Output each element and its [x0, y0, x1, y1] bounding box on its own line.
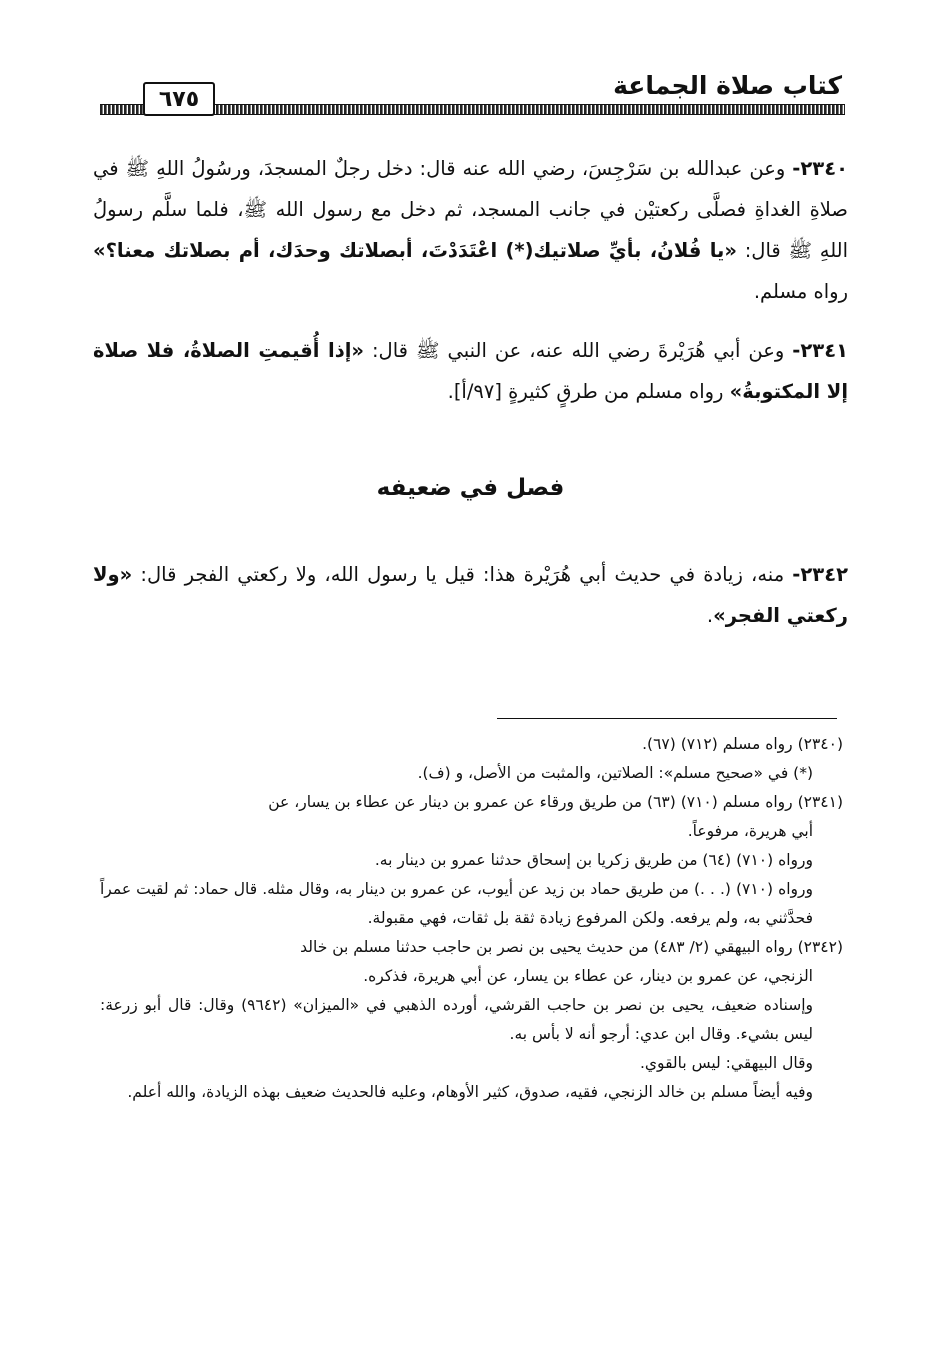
hadith-number: ٢٣٤١- — [792, 339, 848, 362]
footnote-rule — [497, 718, 837, 719]
footnote-2341-note-2: ورواه (٧١٠) (. . .) من طريق حماد بن زيد عن أيوب، عن عمرو بن دينار به، وقال مثله. قال حماد: ثم لقيت عمراً فحدَّثني به، ولم يرفعه. ولكن المرفوع زيادة ثقة بل ثقات، فهي مقبولة. — [100, 880, 813, 927]
section-title: فصل في ضعيفه — [376, 475, 565, 501]
hadith-2340 — [93, 148, 848, 312]
footnote-2342-note-1: وإسناده ضعيف، يحيى بن نصر بن حاجب القرشي، أورده الذهبي في «الميزان» (٩٦٤٢) وقال: قال أبو زرعة: ليس بشيء. وقال ابن عدي: أرجو أنه لا بأس به. — [100, 996, 813, 1043]
hadith-text: وعن عبدالله بن سَرْجِسَ، رضي الله عنه قال: دخل رجلٌ المسجدَ، ورسُولُ اللهِ ﷺ في صلاةِ الغداةِ فصلَّى ركعتيْن في جانب المسجد، ثم دخل مع رسول الله ﷺ، فلما سلَّم رسولُ اللهِ ﷺ قال: — [93, 157, 849, 262]
footnote-2342-note-2: وقال البيهقي: ليس بالقوي. — [640, 1054, 813, 1072]
footnote-asterisk: (*) في «صحيح مسلم»: الصلاتين، والمثبت من الأصل، و (ف). — [417, 764, 813, 782]
footnotes — [100, 730, 843, 1107]
hadith-text: وعن أبي هُرَيْرةَ رضي الله عنه، عن النبي ﷺ قال: — [364, 339, 793, 362]
hadith-2342 — [93, 554, 848, 636]
hadith-source: رواه مسلم من طرقٍ كثيرةٍ [٩٧/أ]. — [447, 380, 730, 403]
running-title: كتاب صلاة الجماعة — [613, 71, 842, 100]
footnote-2340: (٢٣٤٠) رواه مسلم (٧١٢) (٦٧). — [642, 735, 843, 753]
hadith-end: . — [706, 604, 714, 627]
hadith-source: رواه مسلم. — [753, 280, 848, 303]
footnote-2341 — [100, 788, 843, 846]
footnote-cont: الزنجي، عن عمرو بن دينار، عن عطاء بن يسار، عن أبي هريرة، فذكره. — [363, 967, 813, 985]
hadith-quote: «إذا أُقيمتِ الصلاةُ، فلا صلاة إلا المكتوبةُ» — [93, 339, 848, 403]
hadith-number: ٢٣٤٢- — [792, 563, 848, 586]
hadith-quote: «ولا ركعتي الفجر» — [93, 563, 848, 627]
footnote-lead: (٢٣٤٢) رواه البيهقي (٢/ ٤٨٣) من حديث يحيى بن نصر بن حاجب حدثنا مسلم بن خالد — [300, 938, 843, 956]
footnote-cont: أبي هريرة، مرفوعاً. — [687, 822, 813, 840]
hadith-quote: «يا فُلانُ، بأيِّ صلاتيك(*) اعْتَدَدْتَ، أبصلاتك وحدَك، أم بصلاتك معنا؟» — [93, 239, 737, 262]
main-text — [93, 148, 848, 636]
footnote-lead: (٢٣٤١) رواه مسلم (٧١٠) (٦٣) من طريق ورقاء عن عمرو بن دينار عن عطاء بن يسار، عن — [268, 793, 843, 811]
footnote-2342-note-3: وفيه أيضاً مسلم بن خالد الزنجي، فقيه، صدوق، كثير الأوهام، وعليه فالحديث ضعيف بهذه الزيادة، والله أعلم. — [127, 1083, 813, 1101]
footnote-2341-note-1: ورواه (٧١٠) (٦٤) من طريق زكريا بن إسحاق حدثنا عمرو بن دينار به. — [374, 851, 813, 869]
hadith-number: ٢٣٤٠- — [792, 157, 848, 180]
hadith-2341 — [93, 330, 848, 412]
page-number: ٦٧٥ — [143, 82, 215, 116]
hadith-text: منه، زيادة في حديث أبي هُرَيْرة هذا: قيل يا رسول الله، ولا ركعتي الفجر قال: — [132, 563, 793, 586]
footnote-2342 — [100, 933, 843, 991]
